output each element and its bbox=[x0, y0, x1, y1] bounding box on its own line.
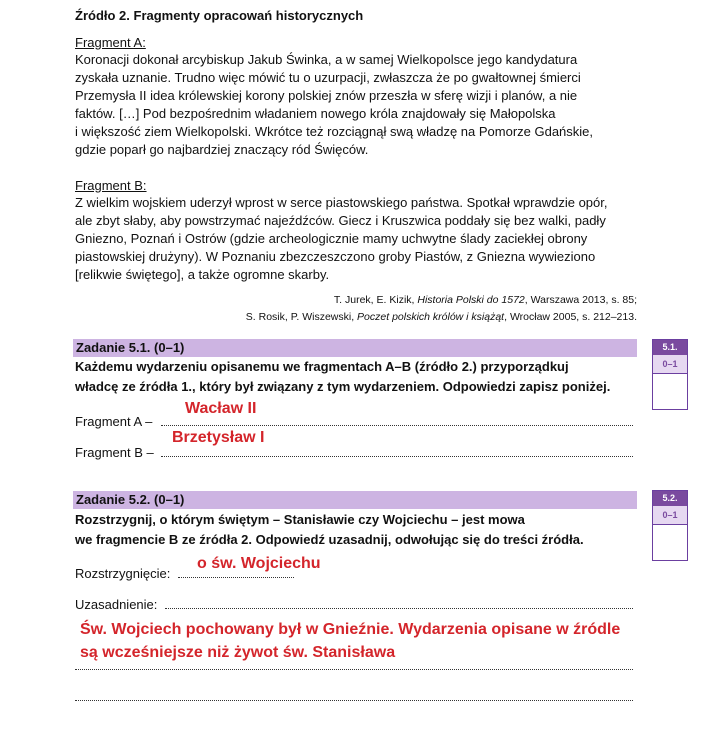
justification-line-3[interactable] bbox=[75, 687, 633, 701]
decision-label: Rozstrzygnięcie: bbox=[75, 566, 171, 581]
task-5-1-question bbox=[75, 357, 610, 397]
fragment-a-line: gdzie poparł go najbardziej znaczący ród Święców. bbox=[75, 142, 369, 157]
task-5-2-question-line: we fragmencie B ze źródła 2. Odpowiedź uzasadnij, odwołując się do treści źródła. bbox=[75, 532, 584, 547]
justification-handwritten-line-2: są wcześniejsze niż żywot św. Stanisława bbox=[80, 644, 396, 661]
fragment-b-line: Gniezno, Poznań i Ostrów (gdzie archeologicznie mamy uchwytne ślady zaciekłej obrony bbox=[75, 231, 588, 246]
citation-rest: , Warszawa 2013, s. 85; bbox=[524, 294, 637, 306]
justification-label: Uzasadnienie: bbox=[75, 597, 158, 612]
fragment-b-handwritten-answer: Brzetysław I bbox=[172, 429, 265, 446]
citation-1 bbox=[334, 294, 637, 306]
task-5-1-badge-number: 5.1. bbox=[653, 340, 687, 355]
task-5-1-score-box bbox=[652, 339, 688, 410]
fragment-b-label: Fragment B: bbox=[75, 178, 147, 193]
fragment-a-line: Przemysła II idea królewskiej korony polskiej znów przeszła w sferę wizji i planów, a nie bbox=[75, 88, 578, 103]
task-5-1-question-line: Każdemu wydarzeniu opisanemu we fragmentach A–B (źródło 2.) przyporządkuj bbox=[75, 359, 569, 374]
fragment-b-line: Z wielkim wojskiem uderzył wprost w serce piastowskiego państwa. Spotkał wprawdzie opór, bbox=[75, 195, 608, 210]
fragment-a-handwritten-answer: Wacław II bbox=[185, 400, 257, 417]
fragment-a-text bbox=[75, 51, 593, 159]
fragment-a-label: Fragment A: bbox=[75, 35, 146, 50]
fragment-a-line: zyskała uznanie. Trudno więc mówić tu o uzurpacji, zwłaszcza że po gwałtownej śmierci bbox=[75, 70, 581, 85]
fragment-a-answer-label: Fragment A – bbox=[75, 414, 153, 429]
justification-handwritten-line-1: Św. Wojciech pochowany był w Gnieźnie. Wydarzenia opisane w źródle bbox=[80, 621, 621, 638]
citation-2 bbox=[246, 311, 637, 323]
citation-authors: T. Jurek, E. Kizik, bbox=[333, 294, 418, 306]
fragment-a-line: Koronacji dokonał arcybiskup Jakub Świnka, a w samej Wielkopolsce jego kandydatura bbox=[75, 52, 578, 67]
citation-authors: S. Rosik, P. Wiszewski, bbox=[245, 311, 358, 323]
task-5-1-question-line: władcę ze źródła 1., który był związany z tym wydarzeniem. Odpowiedzi zapisz poniżej. bbox=[75, 379, 611, 394]
task-5-2-header: Zadanie 5.2. (0–1) bbox=[76, 492, 185, 507]
citation-title: Historia Polski do 1572 bbox=[417, 294, 525, 306]
citation-title: Poczet polskich królów i książąt bbox=[357, 311, 505, 323]
fragment-a-line: i większość ziem Wielkopolski. Wkrótce też rozciągnął swą władzę na Pomorze Gdańskie, bbox=[75, 124, 594, 139]
task-5-2-question-line: Rozstrzygnij, o którym świętym – Stanisławie czy Wojciechu – jest mowa bbox=[75, 512, 525, 527]
justification-line-1[interactable] bbox=[165, 595, 633, 609]
task-5-2-header-bar bbox=[73, 491, 637, 509]
fragment-a-line: faktów. […] Pod bezpośrednim władaniem nowego króla znajdowały się Małopolska bbox=[75, 106, 556, 121]
task-5-2-badge-points: 0–1 bbox=[653, 506, 687, 525]
task-5-2-badge-number: 5.2. bbox=[653, 491, 687, 506]
fragment-b-line: piastowskiej drużyny). W Poznaniu zbezczeszczono groby Piastów, z Gniezna wywieziono bbox=[75, 249, 596, 264]
fragment-b-line: ale zbyt słaby, aby powstrzymać najeźdźców. Giecz i Kruszwica poddały się bez walki, padły bbox=[75, 213, 606, 228]
fragment-b-line: [relikwie świętego], a także ogromne skarby. bbox=[75, 267, 330, 282]
task-5-2-question bbox=[75, 510, 584, 550]
source-title: Źródło 2. Fragmenty opracowań historycznych bbox=[75, 8, 364, 23]
task-5-1-badge-points: 0–1 bbox=[653, 355, 687, 374]
fragment-b-text bbox=[75, 194, 608, 284]
task-5-2-score-field[interactable] bbox=[653, 525, 687, 560]
task-5-1-header: Zadanie 5.1. (0–1) bbox=[76, 340, 185, 355]
citation-rest: , Wrocław 2005, s. 212–213. bbox=[504, 311, 637, 323]
fragment-b-answer-label: Fragment B – bbox=[75, 445, 154, 460]
decision-handwritten-answer: o św. Wojciechu bbox=[197, 555, 321, 572]
task-5-1-score-field[interactable] bbox=[653, 374, 687, 409]
task-5-1-header-bar bbox=[73, 339, 637, 357]
task-5-2-score-box bbox=[652, 490, 688, 561]
